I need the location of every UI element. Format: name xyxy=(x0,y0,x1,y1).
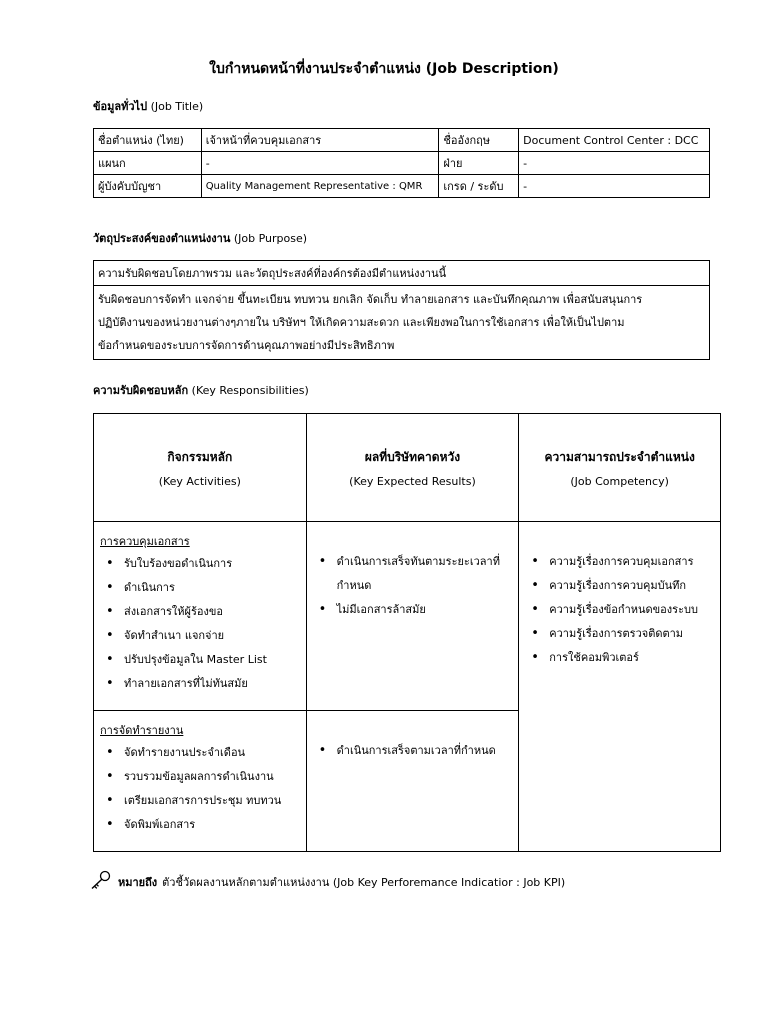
purpose-heading-en: (Job Purpose) xyxy=(233,232,308,245)
responsibilities-heading xyxy=(93,381,309,399)
table-cell: ชื่ออังกฤษ xyxy=(439,129,519,152)
general-heading xyxy=(93,97,203,115)
purpose-body-cell xyxy=(94,286,710,360)
list-item: • ความรู้เรื่องการตรวจติดตาม xyxy=(525,622,714,646)
table-cell: - xyxy=(519,175,710,198)
table-cell: ฝ่าย xyxy=(439,152,519,175)
purpose-header-cell: ความรับผิดชอบโดยภาพรวม และวัตถุประสงค์ที่องค์กรต้องมีตำแหน่งงานนี้ xyxy=(94,261,710,286)
table-cell: ชื่อตำแหน่ง (ไทย) xyxy=(94,129,202,152)
table-header-row xyxy=(94,414,721,522)
column-header-en: (Key Activities) xyxy=(158,474,241,488)
general-heading-en: (Job Title) xyxy=(150,100,204,113)
table-cell: ผู้บังคับบัญชา xyxy=(94,175,202,198)
purpose-line: รับผิดชอบการจัดทำ แจกจ่าย ขึ้นทะเบียน ทบทวน ยกเลิก จัดเก็บ ทำลายเอกสาร และบันทึกคุณภาพ เพื่อสนับสนุนการ xyxy=(98,293,643,306)
list-item: • จัดทำสำเนา แจกจ่าย xyxy=(100,624,300,648)
group-title: การควบคุมเอกสาร xyxy=(100,535,190,548)
column-header-th: ผลที่บริษัทคาดหวัง xyxy=(364,449,461,464)
column-header-th: กิจกรรมหลัก xyxy=(167,449,233,464)
results-cell xyxy=(306,711,519,852)
list-item: • ส่งเอกสารให้ผู้ร้องขอ xyxy=(100,600,300,624)
list-item: • ดำเนินการ xyxy=(100,576,300,600)
key-responsibilities-table xyxy=(93,413,721,852)
column-header-en: (Key Expected Results) xyxy=(349,474,476,488)
purpose-heading-th: วัตถุประสงค์ของตำแหน่งงาน xyxy=(93,232,231,245)
list-item: • การใช้คอมพิวเตอร์ xyxy=(525,646,714,670)
competency-list xyxy=(525,550,714,670)
column-header-en: (Job Competency) xyxy=(570,474,669,488)
result-list xyxy=(313,550,513,622)
purpose-line: ข้อกำหนดของระบบการจัดการด้านคุณภาพอย่างมีประสิทธิภาพ xyxy=(98,339,395,352)
table-cell: Quality Management Representative : QMR xyxy=(201,175,439,198)
purpose-heading xyxy=(93,229,307,247)
list-item: • ความรู้เรื่องการควบคุมเอกสาร xyxy=(525,550,714,574)
list-item: • ความรู้เรื่องข้อกำหนดของระบบ xyxy=(525,598,714,622)
key-icon xyxy=(90,870,118,893)
column-header xyxy=(519,414,721,522)
list-item: • ทำลายเอกสารที่ไม่ทันสมัย xyxy=(100,672,300,696)
list-item: • รวบรวมข้อมูลผลการดำเนินงาน xyxy=(100,765,300,789)
column-header xyxy=(94,414,307,522)
table-cell: เจ้าหน้าที่ควบคุมเอกสาร xyxy=(201,129,439,152)
group-title: การจัดทำรายงาน xyxy=(100,724,184,737)
results-cell xyxy=(306,522,519,711)
activity-list xyxy=(100,741,300,837)
list-item: • ปรับปรุงข้อมูลใน Master List xyxy=(100,648,300,672)
activity-list xyxy=(100,552,300,696)
job-purpose-table xyxy=(93,260,710,360)
table-cell: เกรด / ระดับ xyxy=(439,175,519,198)
list-item: • จัดทำรายงานประจำเดือน xyxy=(100,741,300,765)
responsibilities-heading-en: (Key Responsibilities) xyxy=(191,384,309,397)
responsibilities-heading-th: ความรับผิดชอบหลัก xyxy=(93,384,189,397)
table-cell: - xyxy=(201,152,439,175)
list-item: • รับใบร้องขอดำเนินการ xyxy=(100,552,300,576)
result-list xyxy=(313,739,513,763)
table-cell: แผนก xyxy=(94,152,202,175)
job-title-table xyxy=(93,128,710,198)
column-header-th: ความสามารถประจำตำแหน่ง xyxy=(544,449,695,464)
activities-cell xyxy=(94,522,307,711)
table-cell: Document Control Center : DCC xyxy=(519,129,710,152)
table-row xyxy=(94,522,721,711)
kpi-footnote xyxy=(90,870,565,893)
table-row xyxy=(94,286,710,360)
list-item: • เตรียมเอกสารการประชุม ทบทวน xyxy=(100,789,300,813)
activities-cell xyxy=(94,711,307,852)
list-item: • ดำเนินการเสร็จทันตามระยะเวลาที่กำหนด xyxy=(313,550,513,598)
table-row xyxy=(94,261,710,286)
competency-cell xyxy=(519,522,721,852)
list-item: • จัดพิมพ์เอกสาร xyxy=(100,813,300,837)
table-row xyxy=(94,175,710,198)
list-item: • ดำเนินการเสร็จตามเวลาที่กำหนด xyxy=(313,739,513,763)
page-title: ใบกำหนดหน้าที่งานประจำตำแหน่ง (Job Description) xyxy=(209,61,559,77)
table-row xyxy=(94,152,710,175)
kpi-text: ตัวชี้วัดผลงานหลักตามตำแหน่งงาน (Job Key Perforemance Indicatior : Job KPI) xyxy=(162,875,566,889)
list-item: • ไม่มีเอกสารล้าสมัย xyxy=(313,598,513,622)
purpose-line: ปฏิบัติงานของหน่วยงานต่างๆภายใน บริษัทฯ ให้เกิดความสะดวก และเพียงพอในการใช้เอกสาร เพื่อให้เป็นไปตาม xyxy=(98,316,625,329)
table-row xyxy=(94,129,710,152)
kpi-label: หมายถึง xyxy=(118,875,158,889)
list-item: • ความรู้เรื่องการควบคุมบันทึก xyxy=(525,574,714,598)
general-heading-th: ข้อมูลทั่วไป xyxy=(93,100,148,113)
column-header xyxy=(306,414,519,522)
table-cell: - xyxy=(519,152,710,175)
